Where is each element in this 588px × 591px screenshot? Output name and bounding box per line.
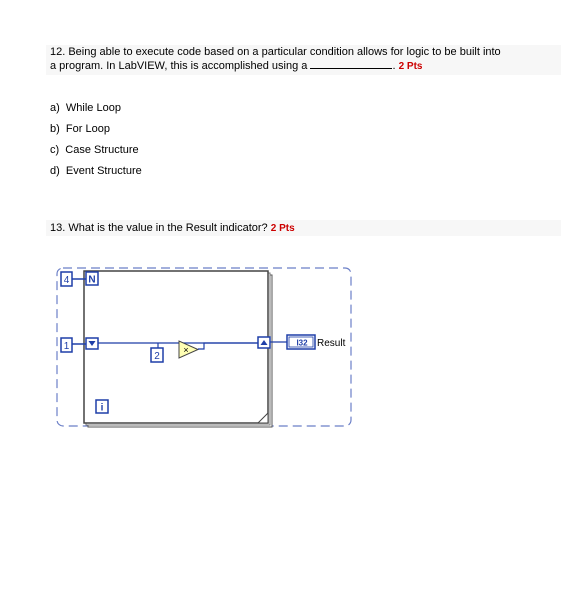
iteration-terminal-label: i <box>100 402 104 414</box>
question-13-points: 2 Pts <box>270 223 295 234</box>
input-constant-value: 1 <box>63 341 70 352</box>
option-text: Case Structure <box>65 144 139 156</box>
option-text: Event Structure <box>65 165 142 177</box>
option-letter: a) <box>50 102 60 114</box>
result-indicator-label: Result <box>317 338 346 349</box>
blank-suffix: . <box>392 60 396 72</box>
question-12-points: 2 Pts <box>398 61 423 72</box>
option-letter: d) <box>50 165 60 177</box>
question-12-line1: 12. Being able to execute code based on a particular condition allows for logic to be built into <box>50 46 501 58</box>
multiplier-constant-value: 2 <box>154 351 160 362</box>
option-text: For Loop <box>65 123 110 135</box>
option-letter: c) <box>50 144 60 156</box>
for-loop-frame[interactable] <box>84 271 268 423</box>
question-13-text: 13. What is the value in the Result indicator? <box>50 222 268 234</box>
multiply-symbol: × <box>183 345 189 355</box>
option-text: While Loop <box>65 102 121 114</box>
count-constant-value: 4 <box>63 275 70 286</box>
option-letter: b) <box>50 123 60 135</box>
count-terminal-label: N <box>88 274 96 286</box>
question-12-line2-text: a program. In LabVIEW, this is accomplished using a <box>50 60 308 72</box>
result-indicator-type: I32 <box>296 338 308 348</box>
